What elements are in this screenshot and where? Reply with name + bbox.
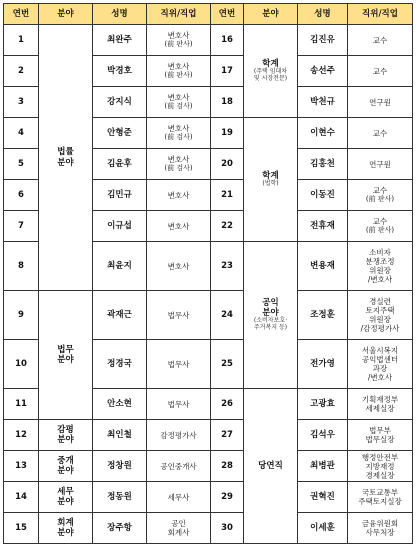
member-name: 장주항 (93, 513, 147, 544)
member-name: 김윤후 (93, 149, 147, 180)
member-position: 교수 (348, 118, 413, 149)
row-number: 5 (4, 149, 39, 180)
row-number: 7 (4, 211, 39, 242)
member-position: 서울시복지 공익법센터 과장 /변호사 (348, 340, 413, 389)
table-row (4, 513, 413, 544)
field-appraisal: 감평 분야 (39, 420, 93, 451)
row-number: 16 (211, 25, 244, 56)
header-no: 연번 (4, 4, 39, 25)
member-name: 송선주 (298, 56, 348, 87)
row-number: 10 (4, 340, 39, 389)
table-row (4, 482, 413, 513)
field-academia-housing: 학계 (주택 임대차 및 시장전문) (244, 25, 298, 118)
member-position: 교수 (前 판사) (348, 211, 413, 242)
member-position: 감정평가사 (147, 420, 211, 451)
member-name: 정경국 (93, 340, 147, 389)
row-number: 23 (211, 242, 244, 291)
member-name: 곽재근 (93, 291, 147, 340)
row-number: 27 (211, 420, 244, 451)
member-position: 변호사 (147, 180, 211, 211)
member-position: 연구원 (348, 149, 413, 180)
member-name: 조정훈 (298, 291, 348, 340)
row-number: 14 (4, 482, 39, 513)
member-position: 법무사 (147, 340, 211, 389)
member-name: 정동원 (93, 482, 147, 513)
member-name: 권혁진 (298, 482, 348, 513)
row-number: 20 (211, 149, 244, 180)
row-number: 30 (211, 513, 244, 544)
member-name: 변용재 (298, 242, 348, 291)
member-name: 안형준 (93, 118, 147, 149)
member-position: 공인중개사 (147, 451, 211, 482)
field-brokerage: 중개 분야 (39, 451, 93, 482)
header-position: 직위/직업 (348, 4, 413, 25)
field-accounting: 회계 분야 (39, 513, 93, 544)
row-number: 12 (4, 420, 39, 451)
member-position: 변호사 (前 판사) (147, 25, 211, 56)
member-position: 변호사 (前 검사) (147, 149, 211, 180)
table-row (4, 420, 413, 451)
field-tax: 세무 분야 (39, 482, 93, 513)
member-name: 정창원 (93, 451, 147, 482)
member-name: 김홍천 (298, 149, 348, 180)
member-name: 김진유 (298, 25, 348, 56)
row-number: 21 (211, 180, 244, 211)
row-number: 6 (4, 180, 39, 211)
member-name: 전가영 (298, 340, 348, 389)
row-number: 2 (4, 56, 39, 87)
row-number: 3 (4, 87, 39, 118)
row-number: 1 (4, 25, 39, 56)
member-name: 이동진 (298, 180, 348, 211)
header-name: 성명 (298, 4, 348, 25)
member-position: 기획재정부 세제실장 (348, 389, 413, 420)
member-position: 변호사 (147, 242, 211, 291)
row-number: 4 (4, 118, 39, 149)
row-number: 28 (211, 451, 244, 482)
row-number: 13 (4, 451, 39, 482)
row-number: 22 (211, 211, 244, 242)
member-name: 최완주 (93, 25, 147, 56)
row-number: 17 (211, 56, 244, 87)
member-position: 경실련 토지주택 위원장 /감정평가사 (348, 291, 413, 340)
member-name: 최윤지 (93, 242, 147, 291)
field-legal-affairs: 법무 분야 (39, 291, 93, 420)
member-name: 고광효 (298, 389, 348, 420)
header-row (4, 4, 413, 25)
member-name: 김민규 (93, 180, 147, 211)
member-position: 소비자 분쟁조정 위원장 /변호사 (348, 242, 413, 291)
member-position: 행정안전부 지방재정 경제실장 (348, 451, 413, 482)
row-number: 9 (4, 291, 39, 340)
row-number: 8 (4, 242, 39, 291)
member-position: 금융위원회 사무처장 (348, 513, 413, 544)
field-law: 법률 분야 (39, 25, 93, 291)
member-name: 박경호 (93, 56, 147, 87)
member-position: 국토교통부 주택토지실장 (348, 482, 413, 513)
row-number: 18 (211, 87, 244, 118)
member-position: 법무사 (147, 389, 211, 420)
row-number: 29 (211, 482, 244, 513)
row-number: 15 (4, 513, 39, 544)
member-position: 변호사 (前 검사) (147, 87, 211, 118)
member-name: 강지식 (93, 87, 147, 118)
member-position: 변호사 (前 검사) (147, 118, 211, 149)
member-position: 변호사 (147, 211, 211, 242)
row-number: 24 (211, 291, 244, 340)
table-row (4, 25, 413, 56)
member-name: 최병관 (298, 451, 348, 482)
header-field: 분야 (39, 4, 93, 25)
row-number: 25 (211, 340, 244, 389)
member-position: 법무사 (147, 291, 211, 340)
member-name: 전휴재 (298, 211, 348, 242)
member-position: 공인 회계사 (147, 513, 211, 544)
row-number: 19 (211, 118, 244, 149)
member-name: 안소현 (93, 389, 147, 420)
member-position: 연구원 (348, 87, 413, 118)
header-no: 연번 (211, 4, 244, 25)
committee-roster-table (3, 3, 413, 544)
table-row (4, 451, 413, 482)
member-name: 이세훈 (298, 513, 348, 544)
member-name: 이규섭 (93, 211, 147, 242)
header-field: 분야 (244, 4, 298, 25)
row-number: 11 (4, 389, 39, 420)
table-row (4, 291, 413, 340)
field-academia-law: 학계 (법학) (244, 118, 298, 242)
header-position: 직위/직업 (147, 4, 211, 25)
member-name: 이현수 (298, 118, 348, 149)
member-name: 박천규 (298, 87, 348, 118)
member-position: 교수 (348, 25, 413, 56)
member-position: 교수 (348, 56, 413, 87)
row-number: 26 (211, 389, 244, 420)
member-position: 변호사 (前 판사) (147, 56, 211, 87)
member-name: 최인철 (93, 420, 147, 451)
field-public: 공익 분야 (소비자보호· 주거복지 등) (244, 242, 298, 389)
member-position: 교수 (前 판사) (348, 180, 413, 211)
field-ex-officio: 당연직 (244, 389, 298, 544)
header-name: 성명 (93, 4, 147, 25)
member-position: 세무사 (147, 482, 211, 513)
member-name: 김석우 (298, 420, 348, 451)
member-position: 법무부 법무실장 (348, 420, 413, 451)
